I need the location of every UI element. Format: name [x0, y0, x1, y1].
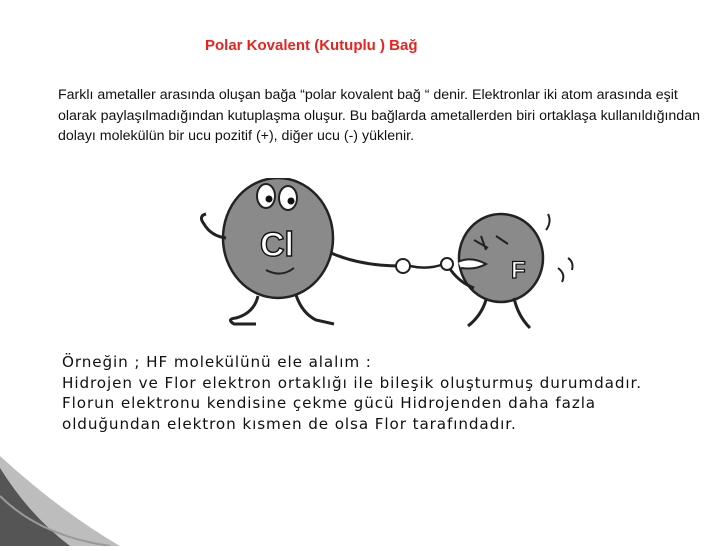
example-line-1: Örneğin ; HF molekülünü ele alalım : [62, 353, 372, 371]
slide-title: Polar Kovalent (Kutuplu ) Bağ [205, 37, 418, 54]
illustration-svg [196, 178, 586, 333]
intro-paragraph: Farklı ametaller arasında oluşan bağa “polar kovalent bağ “ denir. Elektronlar iki atom arasında eşit olarak paylaşılmadığından kutuplaşma oluşur. Bu bağlarda ametallerden biri ortaklaşa kullanıldığından dolayı molekülün bir ucu pozitif (+), diğer ucu (-) yüklenir. [58, 87, 700, 144]
f-atom [441, 214, 573, 328]
corner-swoosh [0, 456, 728, 546]
cl-atom [201, 178, 410, 324]
example-line-4: olduğundan elektron kısmen de olsa Flor tarafındadır. [62, 414, 517, 433]
atom-tug-illustration [196, 178, 586, 333]
example-text-block [62, 352, 702, 434]
example-line-2: Hidrojen ve Flor elektron ortaklığı ile bileşik oluşturmuş durumdadır. [62, 373, 642, 392]
corner-decoration [0, 456, 728, 546]
example-line-3: Florun elektronu kendisine çekme gücü Hidrojenden daha fazla [62, 394, 597, 413]
cl-label: Cl [260, 226, 294, 264]
f-label: F [511, 257, 526, 284]
